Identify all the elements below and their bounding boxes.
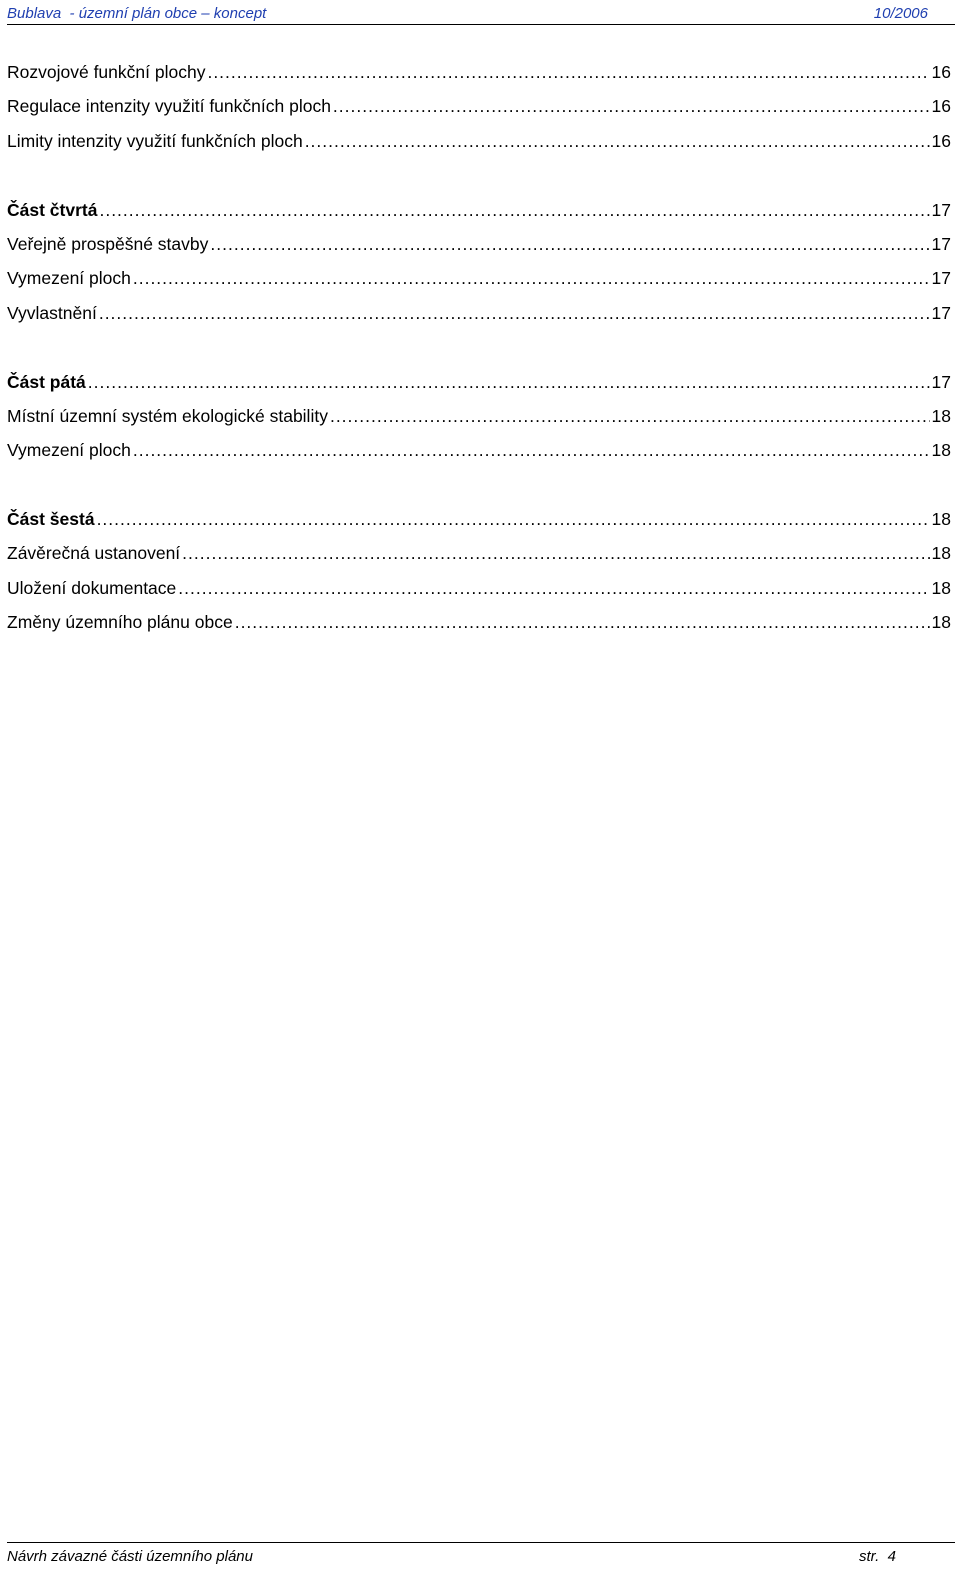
toc-entry-page: 16	[931, 130, 951, 151]
toc-leader-dots	[333, 91, 930, 121]
toc-leader-dots	[330, 401, 930, 431]
toc-entry-title: Veřejně prospěšné stavby	[7, 233, 209, 254]
toc-entry[interactable]	[7, 435, 951, 469]
toc-entry[interactable]	[7, 263, 951, 297]
footer-title: Návrh závazné části územního plánu	[7, 1548, 253, 1565]
toc-section-heading[interactable]	[7, 195, 951, 229]
toc-entry-page: 17	[931, 233, 951, 254]
toc-entry-title: Vymezení ploch	[7, 440, 131, 461]
page-footer	[7, 1542, 955, 1569]
table-of-contents	[7, 57, 951, 642]
toc-entry[interactable]	[7, 573, 951, 607]
toc-leader-dots	[235, 607, 930, 637]
toc-entry[interactable]	[7, 607, 951, 641]
toc-entry[interactable]	[7, 126, 951, 160]
toc-entry-page: 16	[931, 62, 951, 82]
toc-leader-dots	[305, 126, 930, 156]
page-header	[7, 3, 955, 25]
toc-entry-page: 18	[931, 509, 951, 530]
toc-leader-dots	[99, 298, 930, 328]
toc-entry-page: 17	[931, 268, 951, 289]
section-gap	[7, 332, 951, 366]
toc-entry-title: Rozvojové funkční plochy	[7, 62, 206, 82]
toc-entry-page: 18	[931, 543, 951, 564]
section-gap	[7, 160, 951, 194]
toc-leader-dots	[210, 229, 929, 259]
toc-leader-dots	[88, 367, 930, 397]
toc-leader-dots	[99, 195, 929, 225]
toc-section-heading[interactable]	[7, 367, 951, 401]
toc-entry-title: Regulace intenzity využití funkčních ploch	[7, 96, 331, 117]
toc-entry-title: Limity intenzity využití funkčních ploch	[7, 130, 303, 151]
header-date: 10/2006	[873, 5, 928, 22]
toc-entry-title: Vyvlastnění	[7, 302, 97, 323]
toc-entry-title: Změny územního plánu obce	[7, 612, 233, 633]
toc-section-heading[interactable]	[7, 504, 951, 538]
toc-entry[interactable]	[7, 401, 951, 435]
toc-entry-title: Závěrečná ustanovení	[7, 543, 181, 564]
toc-entry[interactable]	[7, 91, 951, 125]
toc-entry-page: 18	[931, 577, 951, 598]
toc-entry-title: Část pátá	[7, 371, 86, 392]
toc-leader-dots	[133, 435, 930, 465]
toc-leader-dots	[207, 57, 929, 87]
toc-entry[interactable]	[7, 57, 951, 91]
toc-entry-title: Vymezení ploch	[7, 268, 131, 289]
toc-leader-dots	[133, 263, 930, 293]
toc-entry[interactable]	[7, 538, 951, 572]
toc-entry-page: 17	[931, 302, 951, 323]
toc-entry-title: Část čtvrtá	[7, 199, 98, 220]
toc-entry-page: 17	[931, 199, 951, 220]
toc-entry-title: Část šestá	[7, 509, 95, 530]
footer-page-number: str. 4	[859, 1548, 896, 1565]
toc-leader-dots	[178, 573, 929, 603]
toc-entry[interactable]	[7, 229, 951, 263]
toc-entry-page: 18	[931, 440, 951, 461]
toc-leader-dots	[182, 538, 929, 568]
section-gap	[7, 470, 951, 504]
toc-leader-dots	[97, 504, 930, 534]
toc-entry-page: 18	[931, 405, 951, 426]
header-title: Bublava - územní plán obce – koncept	[7, 5, 267, 22]
toc-entry-page: 16	[931, 96, 951, 117]
toc-entry-title: Místní územní systém ekologické stability	[7, 405, 328, 426]
toc-entry-page: 18	[931, 612, 951, 633]
toc-entry-title: Uložení dokumentace	[7, 577, 177, 598]
toc-entry[interactable]	[7, 298, 951, 332]
toc-entry-page: 17	[931, 371, 951, 392]
